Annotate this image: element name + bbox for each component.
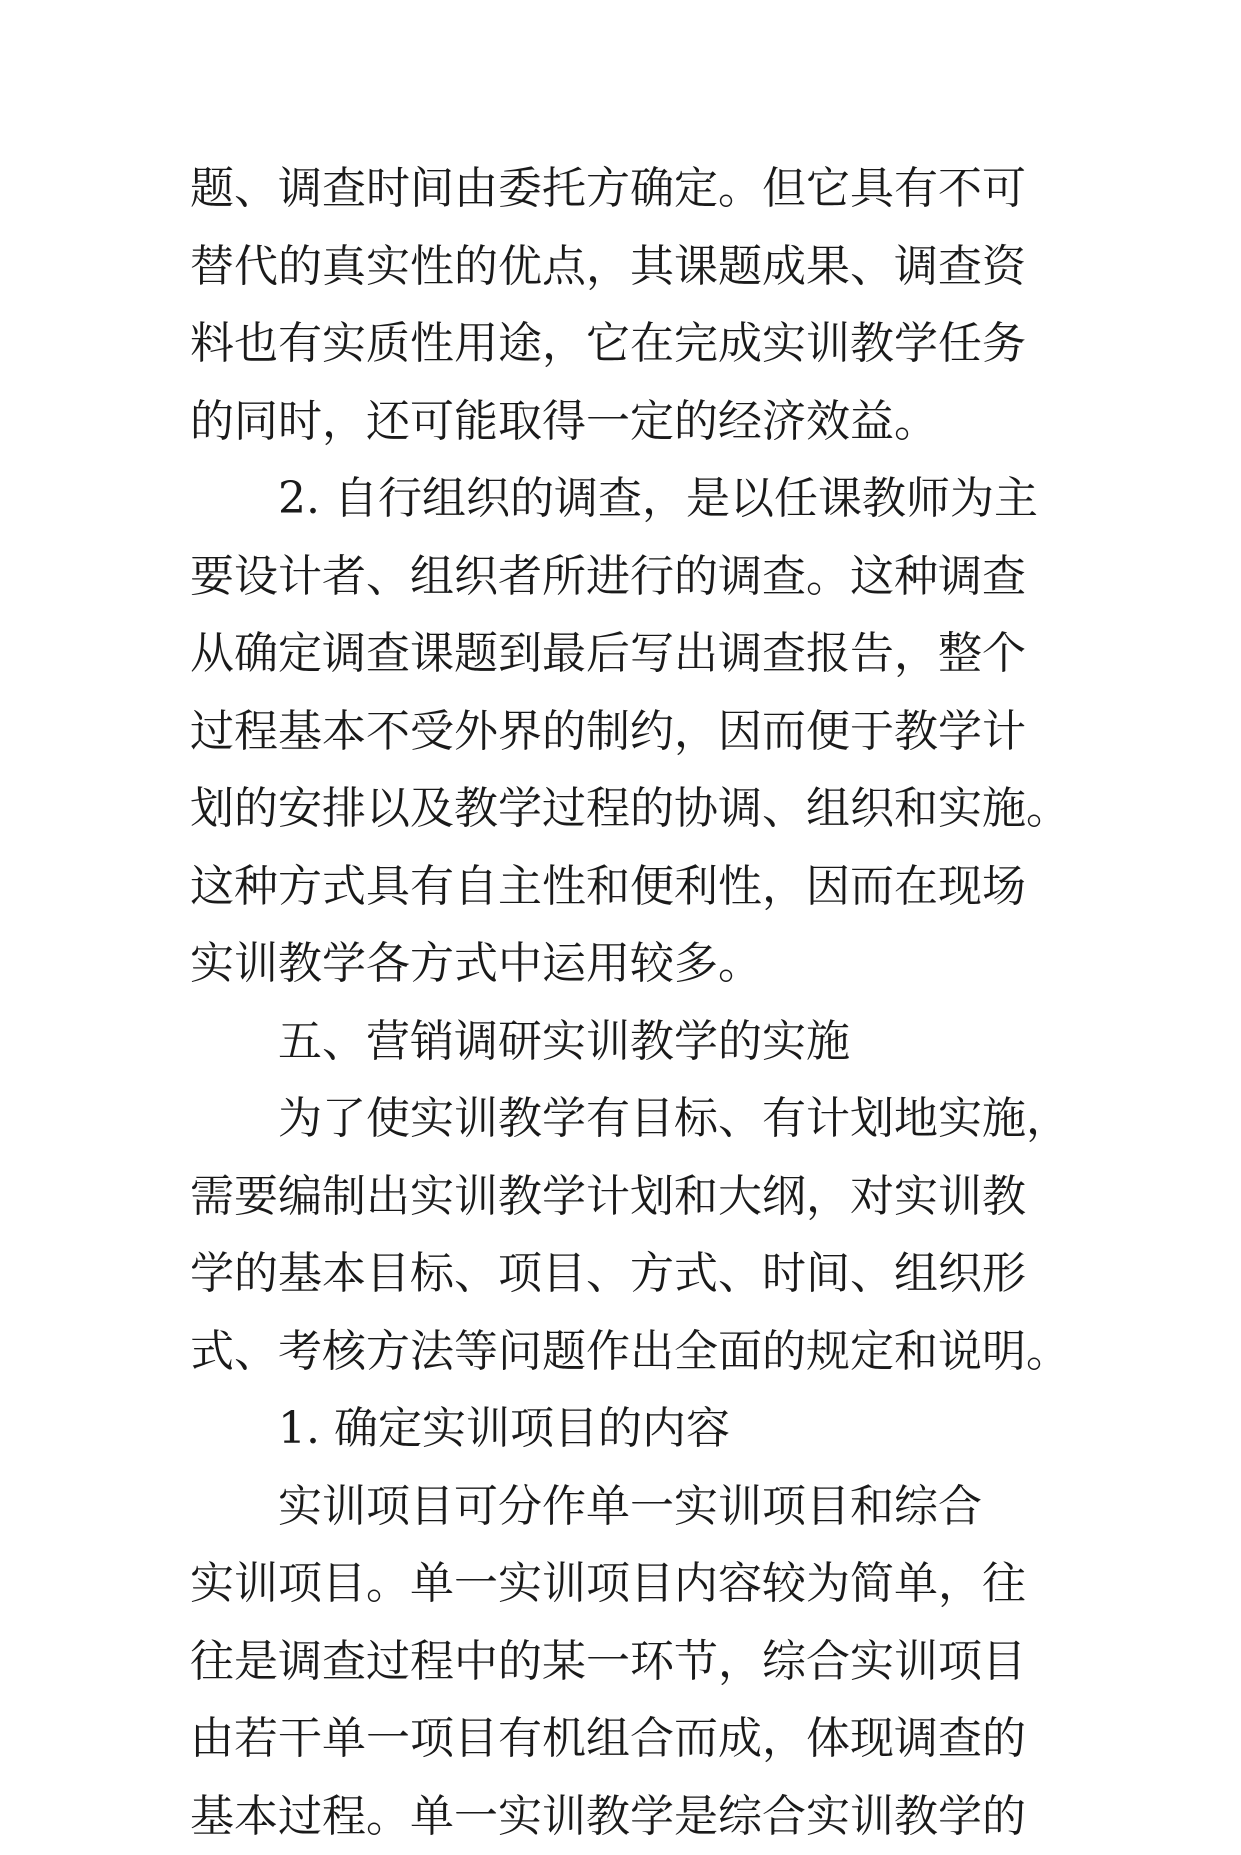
text-line: 2. 自行组织的调查，是以任课教师为主 (190, 460, 1070, 538)
body-text (190, 150, 1070, 1855)
text-line: 从确定调查课题到最后写出调查报告，整个 (190, 615, 1070, 693)
text-line: 替代的真实性的优点，其课题成果、调查资 (190, 228, 1070, 306)
text-line: 式、考核方法等问题作出全面的规定和说明。 (190, 1313, 1070, 1391)
text-line: 实训项目。单一实训项目内容较为简单，往 (190, 1545, 1070, 1623)
text-line: 为了使实训教学有目标、有计划地实施， (190, 1080, 1070, 1158)
text-line: 题、调查时间由委托方确定。但它具有不可 (190, 150, 1070, 228)
text-line: 这种方式具有自主性和便利性，因而在现场 (190, 848, 1070, 926)
text-line: 五、营销调研实训教学的实施 (190, 1003, 1070, 1081)
text-line: 1. 确定实训项目的内容 (190, 1390, 1070, 1468)
text-line: 基本过程。单一实训教学是综合实训教学的 (190, 1778, 1070, 1855)
text-line: 学的基本目标、项目、方式、时间、组织形 (190, 1235, 1070, 1313)
text-line: 过程基本不受外界的制约，因而便于教学计 (190, 693, 1070, 771)
text-line: 实训项目可分作单一实训项目和综合 (190, 1468, 1070, 1546)
text-line: 要设计者、组织者所进行的调查。这种调查 (190, 538, 1070, 616)
text-line: 的同时，还可能取得一定的经济效益。 (190, 383, 1070, 461)
text-line: 划的安排以及教学过程的协调、组织和实施。 (190, 770, 1070, 848)
text-line: 往是调查过程中的某一环节，综合实训项目 (190, 1623, 1070, 1701)
text-line: 实训教学各方式中运用较多。 (190, 925, 1070, 1003)
text-line: 料也有实质性用途，它在完成实训教学任务 (190, 305, 1070, 383)
text-line: 由若干单一项目有机组合而成，体现调查的 (190, 1700, 1070, 1778)
text-line: 需要编制出实训教学计划和大纲，对实训教 (190, 1158, 1070, 1236)
